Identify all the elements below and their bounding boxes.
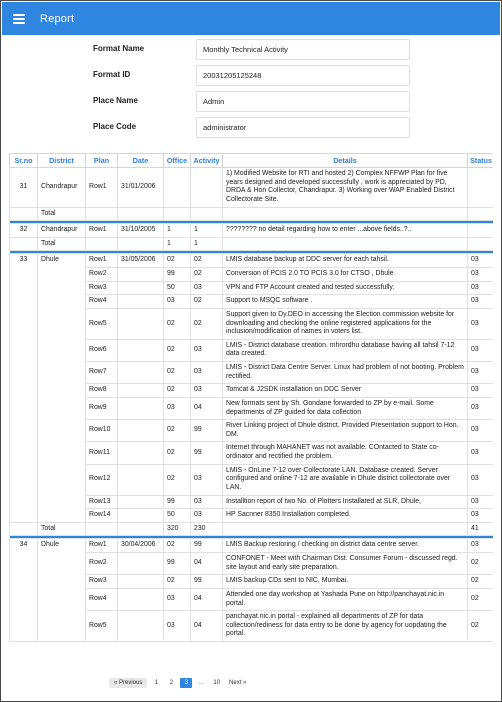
activity-cell: 04: [191, 611, 223, 642]
hamburger-menu-icon[interactable]: [13, 14, 25, 23]
date-cell: [118, 553, 164, 575]
srno-cell: 32: [10, 224, 38, 238]
status-cell: 03: [468, 464, 494, 495]
date-cell: [118, 295, 164, 309]
details-cell: VPN and FTP Account created and tested successfully.: [223, 281, 468, 295]
total-office-cell: [164, 207, 191, 221]
office-cell: 02: [164, 339, 191, 361]
total-status-cell: 41: [468, 522, 494, 536]
col-header-plan[interactable]: Plan: [86, 154, 118, 168]
details-cell: LMIS - District database creation. mhrordhu database having all tahsil 7-12 data created.: [223, 339, 468, 361]
date-cell: [118, 339, 164, 361]
format-name-field[interactable]: Monthly Technical Activity: [196, 39, 410, 60]
activity-cell: 03: [191, 509, 223, 523]
plan-cell: Row8: [86, 384, 118, 398]
activity-cell: 99: [191, 539, 223, 553]
status-cell: 03: [468, 397, 494, 419]
date-cell: [118, 509, 164, 523]
district-cell: Chandrapur: [38, 224, 86, 238]
place-name-label: Place Name: [93, 96, 138, 105]
status-cell: 03: [468, 254, 494, 268]
district-cell: Dhule: [38, 539, 86, 642]
status-cell: 02: [468, 575, 494, 589]
total-blank-cell: [118, 237, 164, 251]
total-activity-cell: 1: [191, 237, 223, 251]
date-cell: [118, 588, 164, 610]
activity-cell: 99: [191, 442, 223, 464]
district-cell: Chandrapur: [38, 168, 86, 208]
table-row[interactable]: [10, 224, 494, 238]
status-cell: 02: [468, 588, 494, 610]
plan-cell: Row1: [86, 168, 118, 208]
total-blank-cell: [118, 207, 164, 221]
status-cell: 03: [468, 539, 494, 553]
status-cell: 03: [468, 268, 494, 282]
date-cell: 31/01/2006: [118, 168, 164, 208]
plan-cell: Row14: [86, 509, 118, 523]
office-cell: 03: [164, 295, 191, 309]
activity-cell: 03: [191, 362, 223, 384]
total-row: [10, 207, 494, 221]
place-code-row: [1, 117, 501, 138]
status-cell: 03: [468, 339, 494, 361]
date-cell: [118, 268, 164, 282]
total-blank-cell: [10, 237, 38, 251]
format-name-label: Format Name: [93, 44, 145, 53]
details-cell: HP Sacnner 8350 Installation completed.: [223, 509, 468, 523]
details-cell: Internet through MAHANET was not available. COntacted to State co-ordinator and rectified the problem.: [223, 442, 468, 464]
page-10-button[interactable]: 10: [213, 680, 221, 686]
office-cell: 02: [164, 308, 191, 339]
plan-cell: Row6: [86, 339, 118, 361]
table-header-row: [10, 154, 494, 168]
total-blank-cell: [118, 522, 164, 536]
status-cell: 03: [468, 308, 494, 339]
plan-cell: Row7: [86, 362, 118, 384]
total-blank-cell: [86, 237, 118, 251]
date-cell: [118, 420, 164, 442]
status-cell: [468, 224, 494, 238]
page-2-button[interactable]: 2: [169, 680, 174, 686]
status-cell: 03: [468, 281, 494, 295]
office-cell: 02: [164, 442, 191, 464]
status-cell: 03: [468, 384, 494, 398]
page-1-button[interactable]: 1: [154, 680, 159, 686]
format-id-label: Format ID: [93, 70, 131, 79]
office-cell: 99: [164, 553, 191, 575]
activity-cell: 04: [191, 553, 223, 575]
activity-cell: 02: [191, 268, 223, 282]
plan-cell: Row3: [86, 281, 118, 295]
total-blank-cell: [86, 522, 118, 536]
format-id-field[interactable]: 20031205125248: [196, 65, 410, 86]
table-body: [10, 168, 494, 642]
status-cell: 03: [468, 509, 494, 523]
date-cell: [118, 464, 164, 495]
status-cell: 03: [468, 442, 494, 464]
status-cell: [468, 168, 494, 208]
pagination-ellipsis: ...: [198, 680, 204, 686]
date-cell: [118, 575, 164, 589]
office-cell: 02: [164, 384, 191, 398]
date-cell: [118, 308, 164, 339]
activity-cell: 03: [191, 339, 223, 361]
date-cell: 31/05/2006: [118, 254, 164, 268]
plan-cell: Row13: [86, 495, 118, 509]
plan-cell: Row5: [86, 611, 118, 642]
office-cell: 02: [164, 420, 191, 442]
activity-cell: 02: [191, 254, 223, 268]
activity-cell: 03: [191, 495, 223, 509]
date-cell: [118, 397, 164, 419]
total-row: [10, 237, 494, 251]
app-bar: [2, 2, 500, 35]
total-blank-cell: [10, 207, 38, 221]
srno-cell: 31: [10, 168, 38, 208]
activity-cell: 02: [191, 295, 223, 309]
details-cell: Conversion of PCIS 2.0 TO PCIS 3.0 for CTSO , Dhule: [223, 268, 468, 282]
pagination: [109, 678, 249, 688]
activity-cell: 03: [191, 281, 223, 295]
date-cell: [118, 362, 164, 384]
total-blank-cell: [223, 207, 468, 221]
date-cell: 30/04/2006: [118, 539, 164, 553]
place-code-field[interactable]: administrator: [196, 117, 410, 138]
total-label-cell: Total: [38, 237, 86, 251]
details-cell: LMIS - District Data Centre Server. Linux had problem of not booting. Problem rectified.: [223, 362, 468, 384]
details-cell: Installtion report of two No. of Plotters Installated at SLR, Dhule,: [223, 495, 468, 509]
office-cell: 02: [164, 575, 191, 589]
next-page-button[interactable]: Next »: [229, 680, 247, 686]
date-cell: [118, 281, 164, 295]
status-cell: 02: [468, 553, 494, 575]
details-cell: ???????? no detail regarding how to enter ...above fields..?..: [223, 224, 468, 238]
total-blank-cell: [223, 237, 468, 251]
app-title: Report: [40, 12, 75, 25]
plan-cell: Row1: [86, 254, 118, 268]
total-label-cell: Total: [38, 207, 86, 221]
details-cell: LMIS - OnLine 7-12 over Collectorate LAN. Database created. Server configured and online 7-12 are available in Dhule district collectorate over LAN.: [223, 464, 468, 495]
details-cell: 1) Modified Website for RTI and hosted 2) Complex NFFWP Plan for five years designed and developed successfully , work is appreciated by PD, DRDA & Hon Collector, Chandrapur. 3) Working over WAP Enabled District Collectorate Site.: [223, 168, 468, 208]
details-cell: Attended one day workshop at Yashada Pune on http://panchayat.nic.in portal.: [223, 588, 468, 610]
details-cell: panchayat.nic.in portal - explained all departments of ZP for data collection/rediness for data entry to be done by agency for uopdating the portal.: [223, 611, 468, 642]
office-cell: 03: [164, 611, 191, 642]
total-activity-cell: 230: [191, 522, 223, 536]
table-row[interactable]: [10, 539, 494, 553]
plan-cell: Row11: [86, 442, 118, 464]
district-cell: Dhule: [38, 254, 86, 522]
office-cell: 99: [164, 268, 191, 282]
col-header-srno[interactable]: Sr.no: [10, 154, 38, 168]
activity-cell: 03: [191, 464, 223, 495]
office-cell: 03: [164, 397, 191, 419]
report-table-container[interactable]: [9, 153, 493, 666]
plan-cell: Row2: [86, 553, 118, 575]
details-cell: LMIS Backup restoring / checking on district data centre server.: [223, 539, 468, 553]
date-cell: [118, 442, 164, 464]
plan-cell: Row9: [86, 397, 118, 419]
col-header-district[interactable]: District: [38, 154, 86, 168]
status-cell: 03: [468, 420, 494, 442]
table-row[interactable]: [10, 254, 494, 268]
activity-cell: [191, 168, 223, 208]
date-cell: [118, 495, 164, 509]
office-cell: 02: [164, 539, 191, 553]
office-cell: 50: [164, 281, 191, 295]
activity-cell: 99: [191, 575, 223, 589]
srno-cell: 34: [10, 539, 38, 642]
plan-cell: Row10: [86, 420, 118, 442]
format-id-row: [1, 65, 501, 86]
office-cell: 02: [164, 464, 191, 495]
col-header-date[interactable]: Date: [118, 154, 164, 168]
activity-cell: 02: [191, 308, 223, 339]
table-row[interactable]: [10, 168, 494, 208]
total-label-cell: Total: [38, 522, 86, 536]
total-blank-cell: [86, 207, 118, 221]
details-cell: River Linking project of Dhule district. Provided Presentation support to Hon. DM.: [223, 420, 468, 442]
format-name-row: [1, 39, 501, 60]
plan-cell: Row5: [86, 308, 118, 339]
total-office-cell: 320: [164, 522, 191, 536]
status-cell: 03: [468, 295, 494, 309]
details-cell: CONFONET - Meet with Chairman Dist. Consumer Forum - discussed regd. site layout and early site preparation.: [223, 553, 468, 575]
details-cell: Support given to Dy.DEO in accessing the Election commission website for downloading and checking the online registered applications for the inclusion/modification of names in voters list.: [223, 308, 468, 339]
col-header-activity[interactable]: Activity: [191, 154, 223, 168]
date-cell: 31/10/2005: [118, 224, 164, 238]
total-status-cell: [468, 237, 494, 251]
col-header-status[interactable]: Status: [468, 154, 494, 168]
activity-cell: 04: [191, 588, 223, 610]
plan-cell: Row1: [86, 224, 118, 238]
details-cell: LMIS backup CDs sent to NIC, Mumbai.: [223, 575, 468, 589]
office-cell: 50: [164, 509, 191, 523]
details-cell: New formats sent by Sh. Gondane forwarded to ZP by e-mail. Some departments of ZP guided for data collection: [223, 397, 468, 419]
place-code-label: Place Code: [93, 122, 137, 131]
total-blank-cell: [223, 522, 468, 536]
page-3-button[interactable]: 3: [180, 678, 192, 688]
activity-cell: 1: [191, 224, 223, 238]
date-cell: [118, 611, 164, 642]
total-blank-cell: [10, 522, 38, 536]
activity-cell: 04: [191, 397, 223, 419]
status-cell: 03: [468, 495, 494, 509]
plan-cell: Row4: [86, 588, 118, 610]
place-name-field[interactable]: Admin: [196, 91, 410, 112]
plan-cell: Row2: [86, 268, 118, 282]
total-row: [10, 522, 494, 536]
total-status-cell: [468, 207, 494, 221]
office-cell: [164, 168, 191, 208]
date-cell: [118, 384, 164, 398]
plan-cell: Row3: [86, 575, 118, 589]
status-cell: 02: [468, 611, 494, 642]
report-table: [9, 153, 493, 642]
office-cell: 99: [164, 495, 191, 509]
activity-cell: 03: [191, 384, 223, 398]
office-cell: 02: [164, 254, 191, 268]
details-cell: Support to MSQC software .: [223, 295, 468, 309]
place-name-row: [1, 91, 501, 112]
details-cell: LMIS database backup at DDC server for each tahsil.: [223, 254, 468, 268]
status-cell: 03: [468, 362, 494, 384]
plan-cell: Row12: [86, 464, 118, 495]
plan-cell: Row1: [86, 539, 118, 553]
col-header-office[interactable]: Office: [164, 154, 191, 168]
previous-page-button[interactable]: « Previous: [109, 678, 147, 688]
plan-cell: Row4: [86, 295, 118, 309]
srno-cell: 33: [10, 254, 38, 522]
office-cell: 1: [164, 224, 191, 238]
office-cell: 02: [164, 362, 191, 384]
total-activity-cell: [191, 207, 223, 221]
office-cell: 03: [164, 588, 191, 610]
total-office-cell: 1: [164, 237, 191, 251]
col-header-details[interactable]: Details: [223, 154, 468, 168]
details-cell: Tomcat & J2SDK installation on DDC Server: [223, 384, 468, 398]
activity-cell: 99: [191, 420, 223, 442]
